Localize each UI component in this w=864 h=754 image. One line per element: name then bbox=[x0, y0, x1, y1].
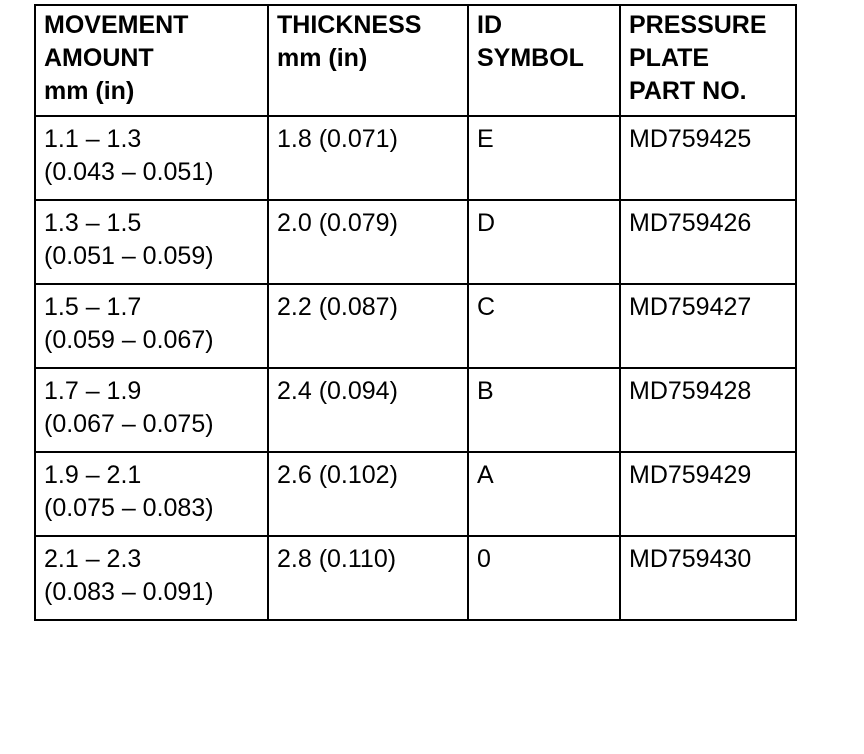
header-line: ID bbox=[477, 11, 502, 39]
header-line: SYMBOL bbox=[477, 44, 584, 72]
part-number-cell: MD759425 bbox=[620, 116, 796, 200]
movement-mm: 1.5 – 1.7 bbox=[44, 293, 142, 321]
part-number-cell: MD759430 bbox=[620, 536, 796, 620]
header-line: MOVEMENT bbox=[44, 11, 189, 39]
header-line: mm (in) bbox=[44, 77, 135, 105]
header-line: PRESSURE bbox=[629, 11, 767, 39]
table-row bbox=[35, 368, 796, 452]
movement-cell bbox=[35, 284, 268, 368]
movement-cell bbox=[35, 116, 268, 200]
movement-in: (0.083 – 0.091) bbox=[44, 578, 214, 606]
movement-mm: 2.1 – 2.3 bbox=[44, 545, 142, 573]
movement-mm: 1.9 – 2.1 bbox=[44, 461, 142, 489]
header-line: PLATE bbox=[629, 44, 710, 72]
table-row bbox=[35, 536, 796, 620]
thickness-cell: 2.4 (0.094) bbox=[268, 368, 468, 452]
id-symbol-cell: E bbox=[468, 116, 620, 200]
movement-in: (0.043 – 0.051) bbox=[44, 158, 214, 186]
thickness-cell: 1.8 (0.071) bbox=[268, 116, 468, 200]
header-row bbox=[35, 5, 796, 116]
header-line: PART NO. bbox=[629, 77, 747, 105]
header-thickness bbox=[268, 5, 468, 116]
movement-in: (0.059 – 0.067) bbox=[44, 326, 214, 354]
movement-mm: 1.3 – 1.5 bbox=[44, 209, 142, 237]
movement-in: (0.067 – 0.075) bbox=[44, 410, 214, 438]
thickness-cell: 2.6 (0.102) bbox=[268, 452, 468, 536]
table-row bbox=[35, 200, 796, 284]
part-number-cell: MD759428 bbox=[620, 368, 796, 452]
movement-cell bbox=[35, 200, 268, 284]
id-symbol-cell: A bbox=[468, 452, 620, 536]
thickness-cell: 2.0 (0.079) bbox=[268, 200, 468, 284]
thickness-cell: 2.2 (0.087) bbox=[268, 284, 468, 368]
part-number-cell: MD759427 bbox=[620, 284, 796, 368]
id-symbol-cell: 0 bbox=[468, 536, 620, 620]
id-symbol-cell: D bbox=[468, 200, 620, 284]
header-line: THICKNESS bbox=[277, 11, 422, 39]
header-id-symbol bbox=[468, 5, 620, 116]
pressure-plate-spec-table bbox=[34, 4, 797, 621]
thickness-cell: 2.8 (0.110) bbox=[268, 536, 468, 620]
movement-mm: 1.7 – 1.9 bbox=[44, 377, 142, 405]
movement-cell bbox=[35, 536, 268, 620]
table-row bbox=[35, 452, 796, 536]
header-line: AMOUNT bbox=[44, 44, 154, 72]
table-header bbox=[35, 5, 796, 116]
header-movement-amount bbox=[35, 5, 268, 116]
id-symbol-cell: B bbox=[468, 368, 620, 452]
part-number-cell: MD759426 bbox=[620, 200, 796, 284]
id-symbol-cell: C bbox=[468, 284, 620, 368]
movement-cell bbox=[35, 452, 268, 536]
movement-in: (0.051 – 0.059) bbox=[44, 242, 214, 270]
movement-mm: 1.1 – 1.3 bbox=[44, 125, 142, 153]
table-body bbox=[35, 116, 796, 620]
table-row bbox=[35, 284, 796, 368]
part-number-cell: MD759429 bbox=[620, 452, 796, 536]
header-part-number bbox=[620, 5, 796, 116]
movement-in: (0.075 – 0.083) bbox=[44, 494, 214, 522]
header-line: mm (in) bbox=[277, 44, 368, 72]
table-row bbox=[35, 116, 796, 200]
movement-cell bbox=[35, 368, 268, 452]
